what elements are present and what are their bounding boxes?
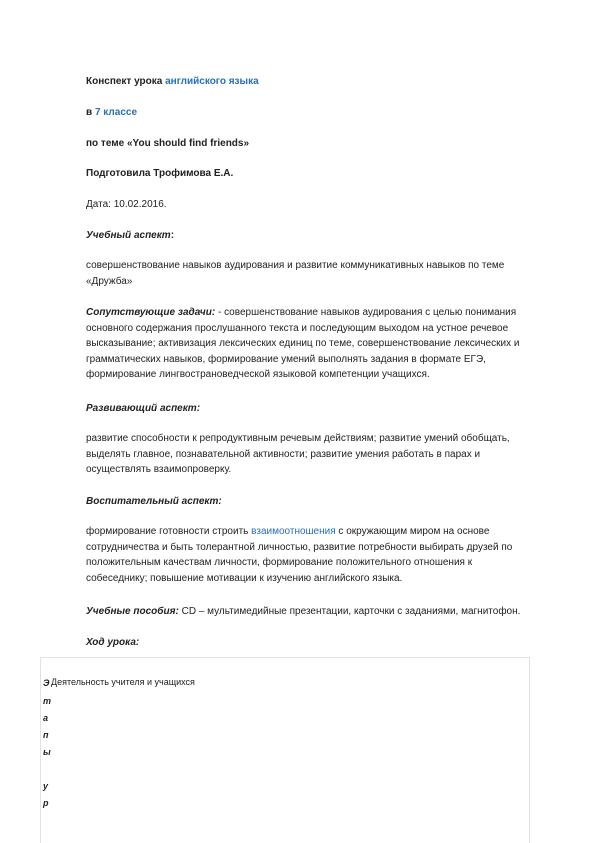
educational-text-after: с окружающим миром на основе сотрудничества и быть толерантной личностью, развитие потребности выбирать друзей по положительным качествам личности, формирование положительного отношения к собеседнику; повышение мотивации к изучению английского языка.	[86, 526, 513, 584]
aids-line	[86, 605, 520, 618]
grade-prefix: в	[86, 107, 95, 118]
grade-line	[86, 106, 137, 119]
tasks-text: - совершенствование навыков аудирования с целью понимания основного содержания прослушанного текста и последующим выходом на устное речевое высказывание; активизация лексических единиц по теме, совершенствование лексических и грамматических навыков, формирование умений выполнять задания в формате ЕГЭ, формирование лингвострановедческой языковой компетенции учащихся.	[86, 307, 520, 380]
tasks-heading: Сопутствующие задачи:	[86, 307, 216, 318]
educational-text-before: формирование готовности строить	[86, 526, 252, 537]
subject-link[interactable]: английского языка	[165, 76, 259, 87]
title-prefix: Конспект урока	[86, 76, 166, 87]
stage-letter: р	[43, 798, 49, 808]
stage-letter: у	[43, 781, 49, 791]
tasks-paragraph	[86, 305, 526, 383]
learning-aspect-text: совершенствование навыков аудирования и развитие коммуникативных навыков по теме «Дружба»	[86, 260, 505, 287]
topic-line: по теме «You should find friends»	[86, 138, 250, 149]
lesson-plan-title-line	[86, 75, 259, 88]
aids-text: CD – мультимедийные презентации, карточки с заданиями, магнитофон.	[178, 606, 521, 617]
educational-aspect-heading: Воспитательный аспект:	[86, 496, 222, 507]
learning-aspect-title: Учебный аспект	[86, 230, 171, 241]
stage-letter: Э	[43, 678, 50, 688]
activity-column-header: Деятельность учителя и учащихся	[51, 677, 195, 687]
stage-letter: ы	[43, 747, 51, 757]
learning-aspect-colon: :	[170, 230, 175, 241]
lesson-progress-heading: Ход урока:	[86, 637, 140, 648]
learning-aspect-heading	[86, 229, 174, 242]
developing-aspect-heading: Развивающий аспект:	[86, 403, 201, 414]
relationships-link[interactable]: взаимоотношения	[251, 526, 336, 537]
aids-heading: Учебные пособия:	[86, 606, 179, 617]
stage-letter: а	[43, 713, 49, 723]
stage-letter: п	[43, 730, 49, 740]
lesson-table	[40, 657, 530, 843]
date-line: Дата: 10.02.2016.	[86, 199, 167, 210]
educational-aspect-text	[86, 524, 526, 586]
author-line: Подготовила Трофимова Е.А.	[86, 168, 234, 179]
grade-link[interactable]: 7 классе	[94, 107, 138, 118]
developing-aspect-text: развитие способности к репродуктивным речевым действиям; развитие умений обобщать, выделять главное, познавательной активности; развитие умения работать в парах и осуществлять взаимопроверку.	[86, 433, 510, 475]
stage-letter: т	[43, 696, 52, 706]
